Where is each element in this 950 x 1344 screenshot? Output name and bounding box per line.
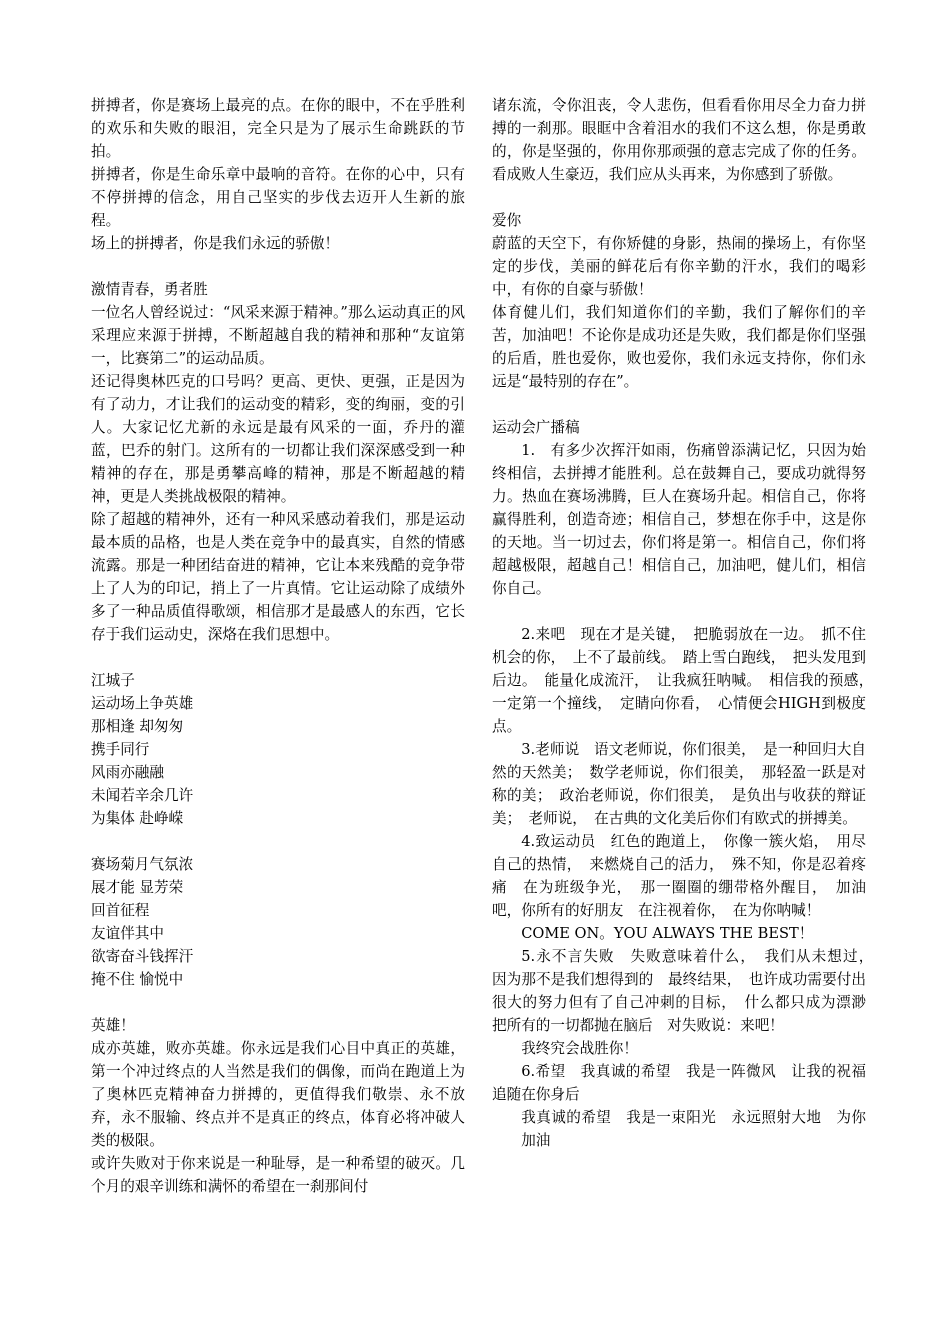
spacer — [492, 186, 866, 209]
list-item: 4.致运动员 红色的跑道上， 你像一簇火焰， 用尽自己的热情， 来燃烧自己的活力， 殊不知，你是忍着疼痛 在为班级争光， 那一圈圈的绷带格外醒目， 加油吧，你所有的好朋友 在注视着你， 在为你呐喊！ — [492, 833, 866, 919]
list-item: 1. 有多少次挥汗如雨，伤痛曾添满记忆，只因为始终相信，去拼搏才能胜利。总在鼓舞自己，要成功就得努力。热血在赛场沸腾，巨人在赛场升起。相信自己，你将赢得胜利，创造奇迹；相信自己，梦想在你手中，这是你的天地。当一切过去，你们将是第一。相信自己，你们将超越极限，超越自己！相信自己，加油吧，健儿们，相信你自己。 — [492, 442, 866, 597]
paragraph: 或许失败对于你来说是一种耻辱，是一种希望的破灭。几个月的艰辛训练和满怀的希望在一刹那间付 — [91, 1155, 465, 1195]
poem-line: 欲寄奋斗钱挥汗 — [91, 948, 194, 965]
poem-line: 为集体 赴峥嵘 — [91, 810, 184, 827]
paragraph: 成亦英雄，败亦英雄。你永远是我们心目中真正的英雄，第一个冲过终点的人当然是我们的偶像，而尚在跑道上为了奥林匹克精神奋力拼搏的，更值得我们敬崇、永不放弃，永不服输、终点并不是真正的终点，体育必将冲破人类的极限。 — [91, 1040, 465, 1149]
poem-line: 风雨亦融融 — [91, 764, 164, 781]
poem-line: 那相逢 却匆匆 — [91, 718, 184, 735]
list-item: 我终究会战胜你！ — [521, 1040, 638, 1057]
poem-line: 携手同行 — [91, 741, 150, 758]
section-title: 英雄！ — [91, 1017, 135, 1034]
list-item: COME ON。YOU ALWAYS THE BEST！ — [521, 925, 814, 942]
poem-line: 掩不住 愉悦中 — [91, 971, 184, 988]
poem-line: 未闻若辛余几许 — [91, 787, 194, 804]
poem-line: 运动场上争英雄 — [91, 695, 194, 712]
paragraph: 体育健儿们，我们知道你们的辛勤，我们了解你们的辛苦，加油吧！不论你是成功还是失败，我们都是你们坚强的后盾，胜也爱你，败也爱你，我们永远支持你，你们永远是“最特别的存在”。 — [492, 304, 866, 390]
spacer — [91, 255, 465, 278]
section-title: 运动会广播稿 — [492, 419, 580, 436]
poem-line: 友谊伴其中 — [91, 925, 164, 942]
left-column — [91, 94, 465, 1198]
paragraph: 诸东流，令你沮丧，令人悲伤，但看看你用尽全力奋力拼搏的一刹那。眼眶中含着泪水的我们不这么想，你是勇敢的，你是坚强的，你用你那顽强的意志完成了你的任务。看成败人生豪迈，我们应从头再来，为你感到了骄傲。 — [492, 97, 866, 183]
paragraph: 一位名人曾经说过：“风采来源于精神。”那么运动真正的风采理应来源于拼搏，不断超越自我的精神和那种“友谊第一，比赛第二”的运动品质。 — [91, 304, 465, 367]
section-title: 爱你 — [492, 212, 522, 229]
right-column — [492, 94, 881, 1152]
section-title: 江城子 — [91, 672, 135, 689]
list-item: 2.来吧 现在才是关键， 把脆弱放在一边。 抓不住机会的你， 上不了最前线。 踏上雪白跑线， 把头发甩到后边。 能量化成流汗， 让我疯狂呐喊。 相信我的预感， 一定第一个撞线， 定睛向你看， 心情便会HIGH到极度点。 — [492, 626, 881, 735]
list-item: 3.老师说 语文老师说，你们很美， 是一种回归大自然的天然美； 数学老师说，你们很美， 那轻盈一跃是对称的美； 政治老师说，你们很美， 是负出与收获的辩证美； 老师说， 在古典的文化美后你们有欧式的拼搏美。 — [492, 741, 866, 827]
list-item: 6.希望 我真诚的希望 我是一阵微风 让我的祝福 追随在你身后 — [492, 1063, 881, 1103]
poem-line: 赛场菊月气氛浓 — [91, 856, 194, 873]
spacer — [91, 830, 465, 853]
spacer — [492, 600, 866, 623]
spacer — [91, 646, 465, 669]
paragraph: 拼搏者，你是赛场上最亮的点。在你的眼中，不在乎胜利的欢乐和失败的眼泪，完全只是为了展示生命跳跃的节拍。 — [91, 97, 465, 160]
paragraph: 除了超越的精神外，还有一种风采感动着我们，那是运动最本质的品格，也是人类在竞争中的最真实，自然的情感流露。那是一种团结奋进的精神，它让本来残酷的竞争带上了人为的印记，捎上了一片真情。它让运动除了成绩外多了一种品质值得歌颂，相信那才是最感人的东西，它长存于我们运动史，深烙在我们思想中。 — [91, 511, 465, 643]
list-item: 5.永不言失败 失败意味着什么， 我们从未想过， 因为那不是我们想得到的 最终结果， 也许成功需要付出很大的努力但有了自己冲刺的目标， 什么都只成为漂渺 把所有的一切都抛在脑后 对失败说：来吧！ — [492, 948, 881, 1034]
poem-line: 回首征程 — [91, 902, 150, 919]
spacer — [91, 991, 465, 1014]
paragraph: 拼搏者，你是生命乐章中最响的音符。在你的心中，只有不停拼搏的信念，用自己坚实的步伐去迈开人生新的旅程。 — [91, 166, 465, 229]
spacer — [492, 393, 866, 416]
section-title: 激情青春，勇者胜 — [91, 281, 208, 298]
paragraph: 蔚蓝的天空下，有你矫健的身影，热闹的操场上，有你坚定的步伐，美丽的鲜花后有你辛勤的汗水，我们的喝彩中，有你的自豪与骄傲！ — [492, 235, 866, 298]
list-item: 我真诚的希望 我是一束阳光 永远照射大地 为你加油 — [521, 1109, 866, 1149]
paragraph: 场上的拼搏者，你是我们永远的骄傲！ — [91, 235, 340, 252]
paragraph: 还记得奥林匹克的口号吗？更高、更快、更强，正是因为有了动力，才让我们的运动变的精彩，变的绚丽，变的引人。大家记忆尤新的永远是最有风采的一面，乔丹的灌蓝，巴乔的射门。这所有的一切都让我们深深感受到一种精神的存在，那是勇攀高峰的精神，那是不断超越的精神，更是人类挑战极限的精神。 — [91, 373, 465, 505]
poem-line: 展才能 显芳荣 — [91, 879, 184, 896]
